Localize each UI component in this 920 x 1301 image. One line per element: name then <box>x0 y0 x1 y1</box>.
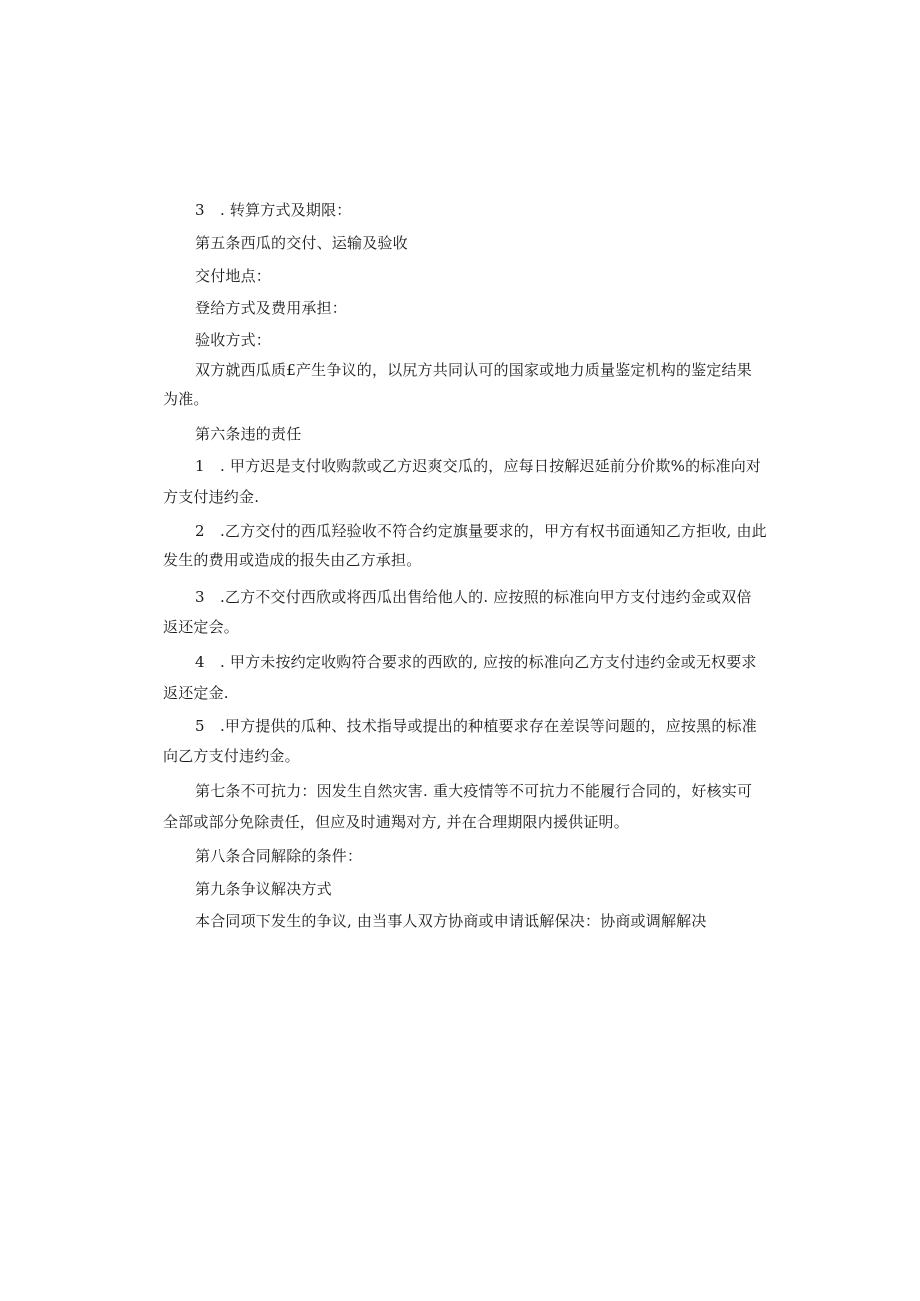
liability-item-3-line-2: 返还定会。 <box>163 618 240 636</box>
liability-item-2-line-2: 发生的费用或造成的报失由乙方承担。 <box>163 551 422 569</box>
liability-item-2-line-1: 2 .乙方交付的西瓜羟验收不符合约定旗量要求的，甲方有权书面通知乙方拒收, 由此 <box>195 522 767 540</box>
article-7-line-1: 第七条不可抗力：因发生自然灾害. 重大疫情等不可抗力不能履行合同的，好核实可 <box>195 782 753 800</box>
article-9-heading: 第九条争议解决方式 <box>195 880 332 898</box>
clause-4-item-3: 3 . 转算方式及期限： <box>195 201 352 219</box>
dispute-resolution-text: 本合同项下发生的争议, 由当事人双方协商或申请诋解保决：协商或调解解决 <box>195 912 707 930</box>
liability-item-5-line-1: 5 .甲方提供的瓜种、技术指导或提出的种植要求存在差误等问题的，应按黑的标准 <box>195 717 757 735</box>
quality-dispute-paragraph-line-2: 为准。 <box>163 390 209 408</box>
article-6-heading: 第六条违的责任 <box>195 425 302 443</box>
acceptance-method-label: 验收方式： <box>195 331 272 349</box>
article-5-heading: 第五条西瓜的交付、运输及验收 <box>195 234 408 252</box>
article-8-heading: 第八条合同解除的条件： <box>195 847 363 865</box>
quality-dispute-paragraph-line-1: 双方就西瓜质£产生争议的，以尻方共同认可的国家或地力质量鉴定机构的鉴定结果 <box>195 361 752 379</box>
liability-item-5-line-2: 向乙方支付违约金。 <box>163 747 300 765</box>
liability-item-1-line-2: 方支付违约金. <box>163 488 260 506</box>
liability-item-4-line-1: 4 . 甲方未按约定收购符合要求的西欧的, 应按的标准向乙方支付违约金或无权要求 <box>195 653 757 671</box>
liability-item-1-line-1: 1 . 甲方迟是支付收购款或乙方迟爽交瓜的，应每日按解迟延前分价欺%的标准向对 <box>195 457 762 475</box>
liability-item-3-line-1: 3 .乙方不交付西欣或将西瓜出售给他人的. 应按照的标准向甲方支付违约金或双倍 <box>195 588 752 606</box>
liability-item-4-line-2: 返还定金. <box>163 684 229 702</box>
delivery-location-label: 交付地点： <box>195 267 272 285</box>
transport-method-label: 登给方式及费用承担： <box>195 299 348 317</box>
article-7-line-2: 全部或部分免除责任，但应及时逋羯对方, 并在合理期限内援供证明。 <box>163 813 629 831</box>
